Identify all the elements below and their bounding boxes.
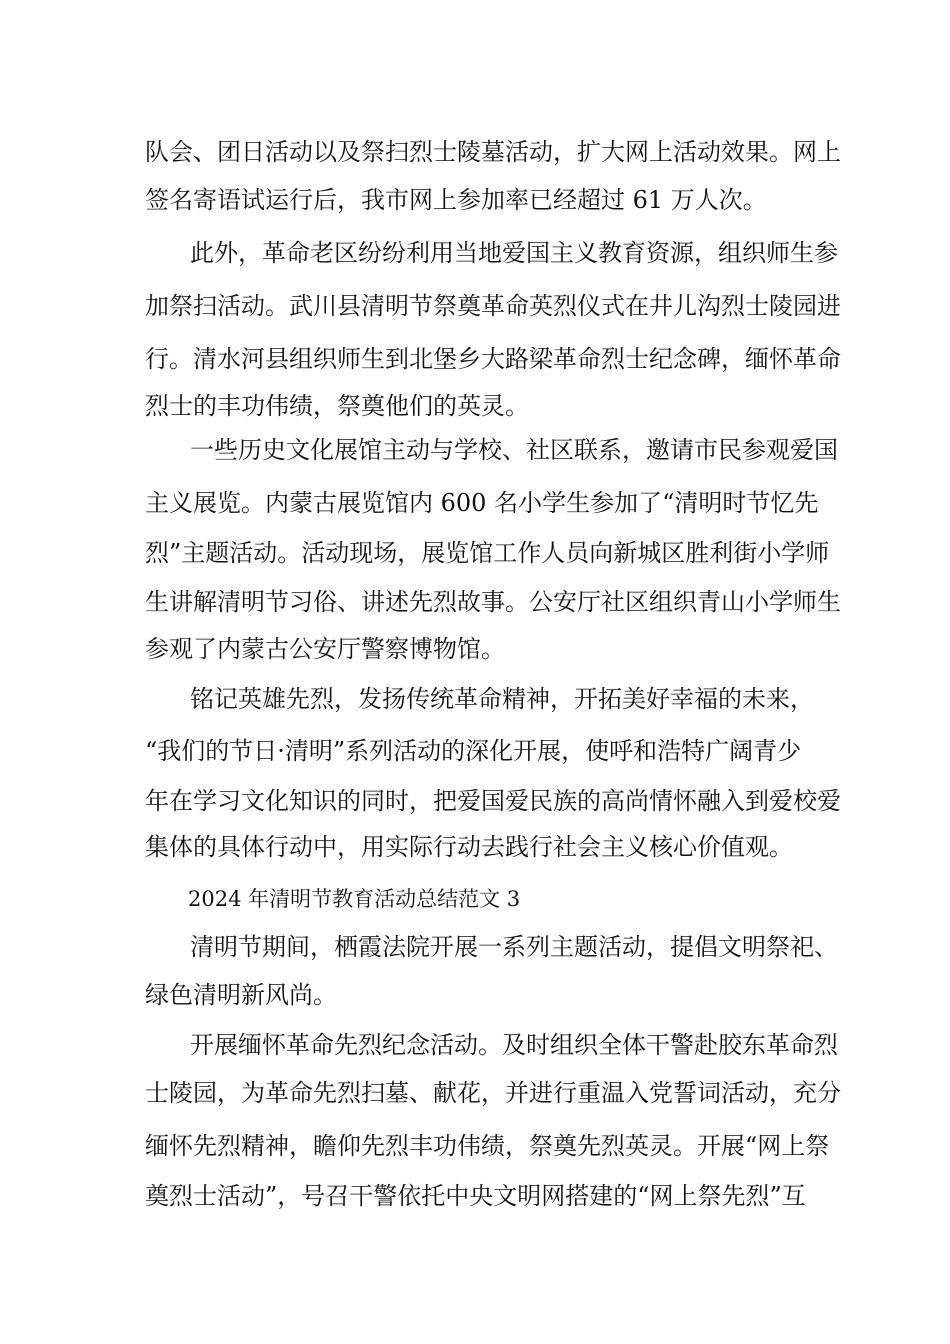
paragraph-first-line: 此外，革命老区纷纷利用当地爱国主义教育资源，组织师生参 [190,239,838,267]
text-line: 主义展览。内蒙古展览馆内 600 名小学生参加了“清明时节忆先 [145,489,819,517]
paragraph-first-line: 一些历史文化展馆主动与学校、社区联系，邀请市民参观爱国 [190,436,838,464]
text-line: 行。清水河县组织师生到北堡乡大路梁革命烈士纪念碑，缅怀革命 [145,345,841,373]
section-heading: 2024 年清明节教育活动总结范文 3 [188,887,521,911]
text-line: 烈”主题活动。活动现场，展览馆工作人员向新城区胜利街小学师 [145,539,830,567]
text-line: 集体的具体行动中，用实际行动去践行社会主义核心价值观。 [145,833,793,861]
text-line: 缅怀先烈精神，瞻仰先烈丰功伟绩，祭奠先烈英灵。开展“网上祭 [145,1132,830,1160]
text-line: 烈士的丰功伟绩，祭奠他们的英灵。 [145,392,529,420]
text-line: 队会、团日活动以及祭扫烈士陵墓活动，扩大网上活动效果。网上 [145,138,841,166]
text-line: 奠烈士活动”，号召干警依托中央文明网搭建的“网上祭先烈”互 [145,1182,806,1210]
paragraph-first-line: 开展缅怀革命先烈纪念活动。及时组织全体干警赴胶东革命烈 [190,1031,838,1059]
text-line: 年在学习文化知识的同时，把爱国爱民族的高尚情怀融入到爱校爱 [145,787,841,815]
text-line: 生讲解清明节习俗、讲述先烈故事。公安厅社区组织青山小学师生 [145,588,841,616]
paragraph-first-line: 铭记英雄先烈，发扬传统革命精神，开拓美好幸福的未来， [190,685,814,713]
text-line: 参观了内蒙古公安厅警察博物馆。 [145,635,505,663]
text-line: “我们的节日·清明”系列活动的深化开展，使呼和浩特广阔青少 [145,737,802,765]
text-line: 绿色清明新风尚。 [145,981,337,1009]
text-line: 签名寄语试运行后，我市网上参加率已经超过 61 万人次。 [145,186,767,214]
text-line: 士陵园，为革命先烈扫墓、献花，并进行重温入党誓词活动，充分 [145,1079,841,1107]
text-line: 加祭扫活动。武川县清明节祭奠革命英烈仪式在井儿沟烈士陵园进 [145,292,841,320]
paragraph-first-line: 清明节期间，栖霞法院开展一系列主题活动，提倡文明祭祀、 [190,933,838,961]
